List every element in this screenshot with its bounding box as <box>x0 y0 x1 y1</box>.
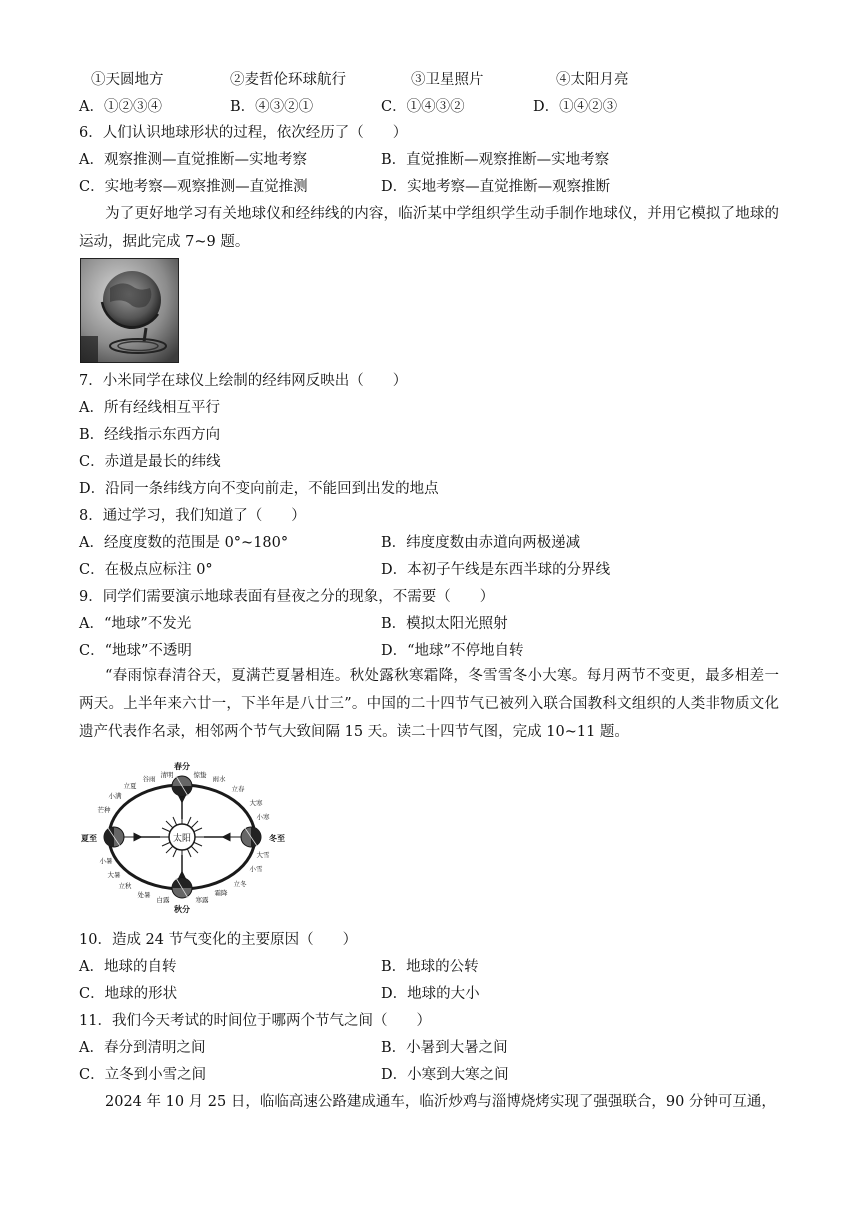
label-summer-solstice: 夏至 <box>81 834 97 843</box>
label-winter-solstice: 冬至 <box>269 834 285 843</box>
q7-option-b: B．经线指示东西方向 <box>79 427 221 443</box>
term-label: 大暑 <box>107 871 121 879</box>
passage-solar-terms <box>79 662 779 746</box>
q10-option-b: B．地球的公转 <box>381 959 479 975</box>
q7-stem: 7．小米同学在球仪上绘制的经纬网反映出（ ） <box>79 373 408 389</box>
q10-option-a: A．地球的自转 <box>79 959 177 975</box>
earth-summer-icon <box>104 827 124 847</box>
q6-stem: 6．人们认识地球形状的过程，依次经历了（ ） <box>79 125 408 141</box>
q5-item-3: ③卫星照片 <box>411 72 484 88</box>
term-label: 寒露 <box>195 896 209 904</box>
term-label: 小满 <box>108 792 122 800</box>
term-label: 芒种 <box>97 806 111 814</box>
q7-option-c: C．赤道是最长的纬线 <box>79 454 221 470</box>
earth-autumn-icon <box>172 878 192 898</box>
q7-option-a: A．所有经线相互平行 <box>79 400 220 416</box>
q11-stem: 11．我们今天考试的时间位于哪两个节气之间（ ） <box>79 1013 431 1029</box>
term-label: 立冬 <box>233 880 247 888</box>
term-label: 大寒 <box>249 799 263 807</box>
term-label: 谷雨 <box>142 775 156 783</box>
q6-option-d: D．实地考察—直觉推断—观察推断 <box>381 179 611 195</box>
q5-item-1: ①天圆地方 <box>91 72 164 88</box>
q8-option-d: D．本初子午线是东西半球的分界线 <box>381 562 611 578</box>
term-label: 清明 <box>160 771 174 779</box>
globe-photo <box>80 258 179 363</box>
q5-item-4: ④太阳月亮 <box>556 72 629 88</box>
earth-winter-icon <box>241 827 261 847</box>
q5-option-c: C．①④③② <box>381 99 465 115</box>
passage-expressway-text: 2024 年 10 月 25 日，临临高速公路建成通车，临沂炒鸡与淄博烧烤实现了强强联合，90 分钟可互通， <box>105 1094 776 1110</box>
q8-stem: 8．通过学习，我们知道了（ ） <box>79 508 306 524</box>
passage-solar-terms-text: “春雨惊春清谷天，夏满芒夏暑相连。秋处露秋寒霜降，冬雪雪冬小大寒。每月两节不变更，最多相差一两天。上半年来六廿一，下半年是八廿三”。中国的二十四节气已被列入联合国教科文组织的人类非物质文化遗产代表作名录，相邻两个节气大致间隔 15 天。读二十四节气图，完成 10~11 题。 <box>79 668 779 740</box>
q11-option-d: D．小寒到大寒之间 <box>381 1067 509 1083</box>
q5-option-b: B．④③②① <box>230 99 314 115</box>
label-autumn-equinox: 秋分 <box>174 905 190 914</box>
q11-option-c: C．立冬到小雪之间 <box>79 1067 207 1083</box>
sun-label: 太阳 <box>172 834 192 844</box>
q8-option-a: A．经度度数的范围是 0°~180° <box>79 535 289 551</box>
term-label: 立春 <box>231 785 245 793</box>
q10-option-d: D．地球的大小 <box>381 986 480 1002</box>
q9-option-c: C．“地球”不透明 <box>79 643 192 659</box>
passage-globe-text: 为了更好地学习有关地球仪和经纬线的内容，临沂某中学组织学生动手制作地球仪，并用它模拟了地球的运动，据此完成 7~9 题。 <box>79 206 779 250</box>
q6-option-a: A．观察推测—直觉推断—实地考察 <box>79 152 307 168</box>
q7-option-d: D．沿同一条纬线方向不变向前走，不能回到出发的地点 <box>79 481 439 497</box>
term-label: 小暑 <box>99 857 113 865</box>
q11-option-b: B．小暑到大暑之间 <box>381 1040 508 1056</box>
passage-expressway <box>79 1088 779 1116</box>
passage-globe <box>79 200 779 256</box>
q5-option-d: D．①④②③ <box>533 99 618 115</box>
q5-item-2: ②麦哲伦环球航行 <box>230 72 346 88</box>
q10-option-c: C．地球的形状 <box>79 986 178 1002</box>
q10-stem: 10．造成 24 节气变化的主要原因（ ） <box>79 932 358 948</box>
q11-option-a: A．春分到清明之间 <box>79 1040 206 1056</box>
term-label: 立夏 <box>123 782 137 790</box>
term-label: 惊蛰 <box>193 771 207 779</box>
term-label: 大雪 <box>256 851 270 859</box>
q8-option-c: C．在极点应标注 0° <box>79 562 213 578</box>
q6-option-c: C．实地考察—观察推测—直觉推测 <box>79 179 308 195</box>
term-label: 处暑 <box>137 891 151 899</box>
q9-option-a: A．“地球”不发光 <box>79 616 192 632</box>
earth-spring-icon <box>172 776 192 796</box>
q6-option-b: B．直觉推断—观察推断—实地考察 <box>381 152 610 168</box>
q8-option-b: B．纬度度数由赤道向两极递减 <box>381 535 581 551</box>
solar-terms-svg <box>80 757 296 915</box>
label-spring-equinox: 春分 <box>174 762 190 771</box>
term-label: 雨水 <box>212 775 226 783</box>
solar-terms-diagram <box>80 757 296 915</box>
globe-photo-image <box>80 258 179 363</box>
q9-option-b: B．模拟太阳光照射 <box>381 616 508 632</box>
q9-option-d: D．“地球”不停地自转 <box>381 643 524 659</box>
term-label: 小寒 <box>256 813 270 821</box>
q9-stem: 9．同学们需要演示地球表面有昼夜之分的现象，不需要（ ） <box>79 589 495 605</box>
q5-option-a: A．①②③④ <box>79 99 162 115</box>
term-label: 霜降 <box>214 889 228 897</box>
term-label: 白露 <box>156 896 170 904</box>
term-label: 立秋 <box>118 882 132 890</box>
term-label: 小雪 <box>249 865 263 873</box>
